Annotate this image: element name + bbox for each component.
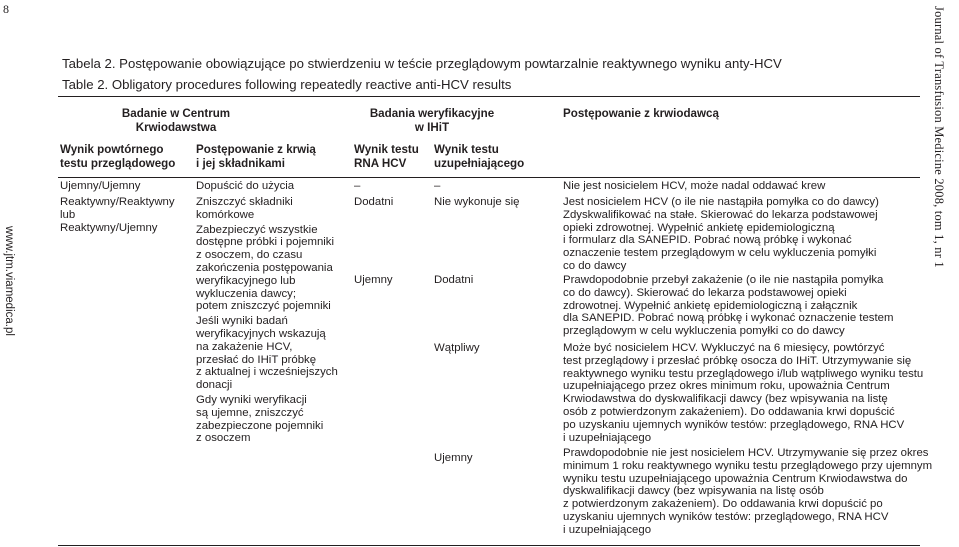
subrow1-procedure: Jest nosicielem HCV (o ile nie nastąpiła pomyłka co do dawcy) Zdyskwalifikować na stałe. Skierować do lekarza podstawowej opieki zdrowotnej. Wypełnić ankietę epidemiologiczną i formularz dla SANEPID. Pobrać nową próbkę i wykonać oznaczenie testem przeglądowym w celu wykluczenia pomyłki co do dawcy bbox=[563, 196, 879, 272]
row1-blood-handling: Dopuścić do użycia bbox=[196, 180, 295, 192]
table-top-rule bbox=[58, 96, 920, 97]
subrow3-procedure: Może być nosicielem HCV. Wykluczyć na 6 miesięcy, powtórzyć test przeglądowy i przesłać próbkę osocza do IHiT. Utrzymywanie się reaktywnego wyniku testu przeglądowego i/lub wątpliwego wyniku testu uzupełniającego przez okres minimum roku, upoważnia Centrum Krwiodawstwa do dyskwalifikacji dawcy (bez wpisywania na listę osób z potwierdzonym zakażeniem). Do oddawania krwi dopuścić po uzyskaniu ujemnych wyników testów: przeglądowego, RNA HCV i uzupełniającego bbox=[563, 342, 924, 444]
subrow2-rna-result: Ujemny bbox=[354, 274, 393, 286]
row1-rna-result: – bbox=[354, 180, 361, 192]
header-group-centrum: Badanie w Centrum Krwiodawstwa bbox=[121, 107, 231, 134]
subrow1-rna-result: Dodatni bbox=[354, 196, 394, 208]
header-col-retest-result: Wynik powtórnego testu przeglądowego bbox=[60, 143, 176, 170]
subrow4-supplementary-result: Ujemny bbox=[434, 452, 473, 464]
header-col-blood-handling: Postępowanie z krwią i jej składnikami bbox=[196, 143, 316, 170]
table-title-polish: Tabela 2. Postępowanie obowiązujące po stwierdzeniu w teście przeglądowym powtarzalnie reaktywnego wyniku anty-HCV bbox=[62, 56, 782, 71]
journal-running-header: Journal of Transfusion Medicine 2008, tom 1, nr 1 bbox=[932, 6, 946, 268]
header-procedure: Postępowanie z krwiodawcą bbox=[563, 107, 719, 120]
header-col-rna-result: Wynik testu RNA HCV bbox=[354, 143, 419, 170]
row1-procedure: Nie jest nosicielem HCV, może nadal oddawać krew bbox=[563, 180, 826, 192]
subrow2-supplementary-result: Dodatni bbox=[434, 274, 474, 286]
subrow2-procedure: Prawdopodobnie przebył zakażenie (o ile nie nastąpiła pomyłka co do dawcy). Skierować do lekarza podstawowej opieki zdrowotnej. Wypełnić ankietę epidemiologiczną i załącznik dla SANEPID. Pobrać nową próbkę i wykonać oznaczenie testem przeglądowym w celu wykluczenia pomyłki co do dawcy bbox=[563, 274, 894, 338]
row2-retest-result: Reaktywny/Reaktywny lub Reaktywny/Ujemny bbox=[60, 196, 175, 234]
header-col-supplementary-result: Wynik testu uzupełniającego bbox=[434, 143, 525, 170]
header-group-verification: Badania weryfikacyjne w IHiT bbox=[369, 107, 495, 134]
subrow3-supplementary-result: Wątpliwy bbox=[434, 342, 480, 354]
header-bottom-rule bbox=[58, 177, 920, 178]
subrow4-procedure: Prawdopodobnie nie jest nosicielem HCV. Utrzymywanie się przez okres minimum 1 roku reaktywnego wyniku testu przeglądowego przy ujemnym wyniku testu uzupełniającego upoważnia Centrum Krwiodawstwa do dyskwalifikacji dawcy (bez wpisywania na listę osób z potwierdzonym zakażeniem). Do oddawania krwi dopuścić po uzyskaniu ujemnych wyników testów: przeglądowego, RNA HCV i uzupełniającego bbox=[563, 447, 933, 536]
page-number: 8 bbox=[3, 2, 9, 16]
row1-retest-result: Ujemny/Ujemny bbox=[60, 180, 141, 192]
journal-website: www.jtm.viamedica.pl bbox=[3, 226, 15, 336]
table-bottom-rule bbox=[58, 545, 920, 546]
subrow1-supplementary-result: Nie wykonuje się bbox=[434, 196, 520, 208]
row2-blood-handling: Zniszczyć składniki komórkowe Zabezpieczyć wszystkie dostępne próbki i pojemniki z osoczem, do czasu zakończenia postępowania weryfikacyjnego lub wykluczenia dawcy; potem zniszczyć pojemniki Jeśli wyniki badań weryfikacyjnych wskazują na zakażenie HCV, przesłać do IHiT próbkę z aktualnej i wcześniejszych donacji Gdy wyniki weryfikacji są ujemne, zniszczyć zabezpieczone pojemniki z osoczem bbox=[196, 196, 338, 445]
row1-supplementary-result: – bbox=[434, 180, 441, 192]
table-title-english: Table 2. Obligatory procedures following repeatedly reactive anti-HCV results bbox=[62, 77, 512, 92]
